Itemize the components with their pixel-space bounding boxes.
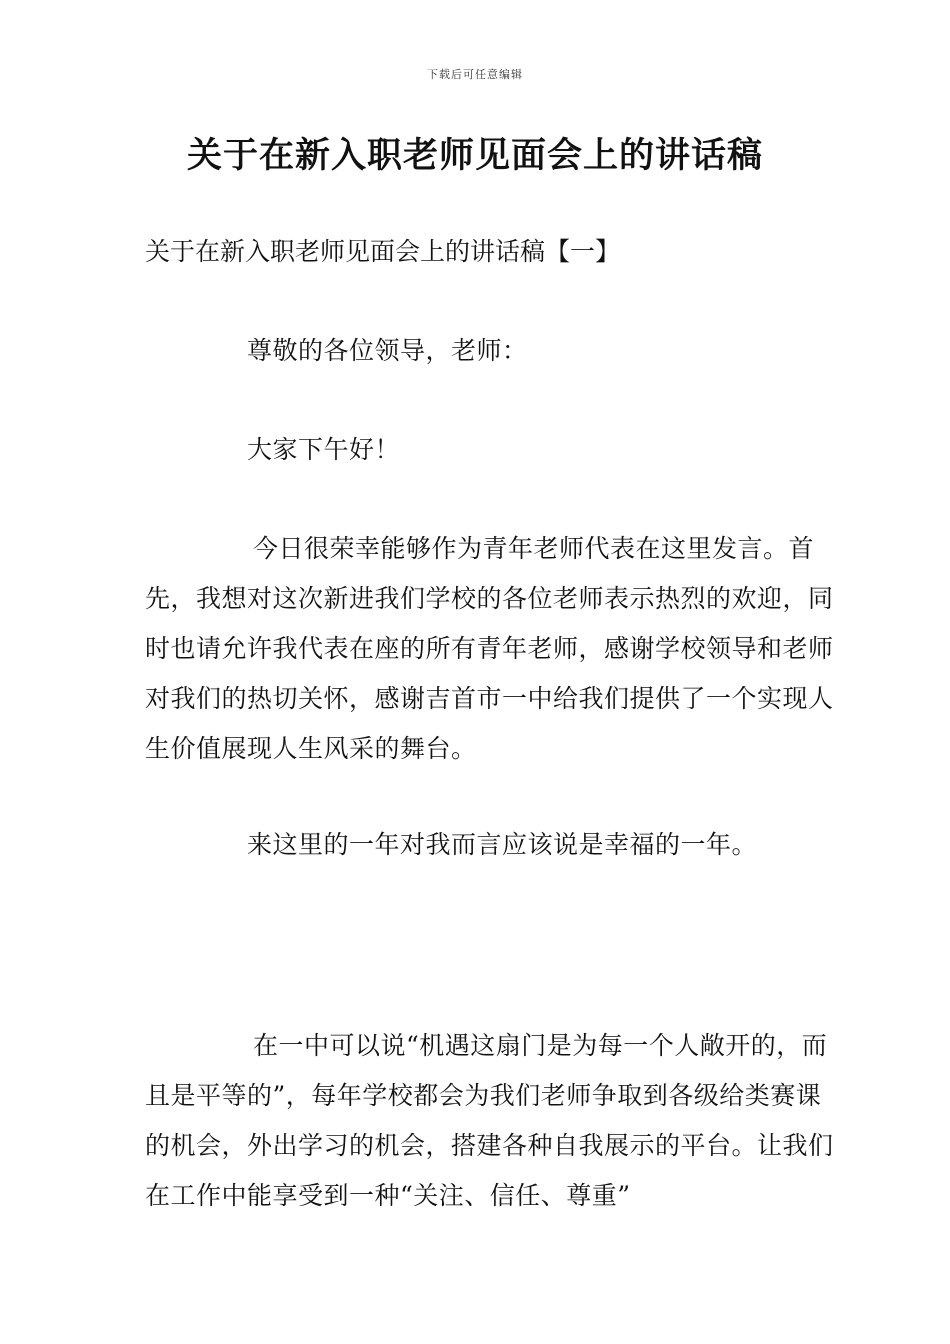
section-heading: 关于在新入职老师见面会上的讲话稿【一】 — [145, 237, 621, 266]
opportunity-paragraph: 在一中可以说“机遇这扇门是为每一个人敞开的，而且是平等的”，每年学校都会为我们老师争取到各级给类赛课的机会，外出学习的机会，搭建各种自我展示的平台。让我们在工作中能享受到一种“关注、信任、尊重” — [145, 1031, 834, 1210]
intro-paragraph: 今日很荣幸能够作为青年老师代表在这里发言。首先，我想对这次新进我们学校的各位老师表示热烈的欢迎，同时也请允许我代表在座的所有青年老师，感谢学校领导和老师对我们的热切关怀，感谢吉首市一中给我们提供了一个实现人生价值展现人生风采的舞台。 — [145, 534, 834, 763]
year-paragraph: 来这里的一年对我而言应该说是幸福的一年。 — [247, 830, 758, 859]
header-note: 下载后可任意编辑 — [427, 68, 523, 81]
salutation-paragraph: 尊敬的各位领导，老师： — [247, 336, 528, 365]
greeting-paragraph: 大家下午好！ — [247, 435, 401, 464]
document-title: 关于在新入职老师见面会上的讲话稿 — [186, 135, 763, 176]
